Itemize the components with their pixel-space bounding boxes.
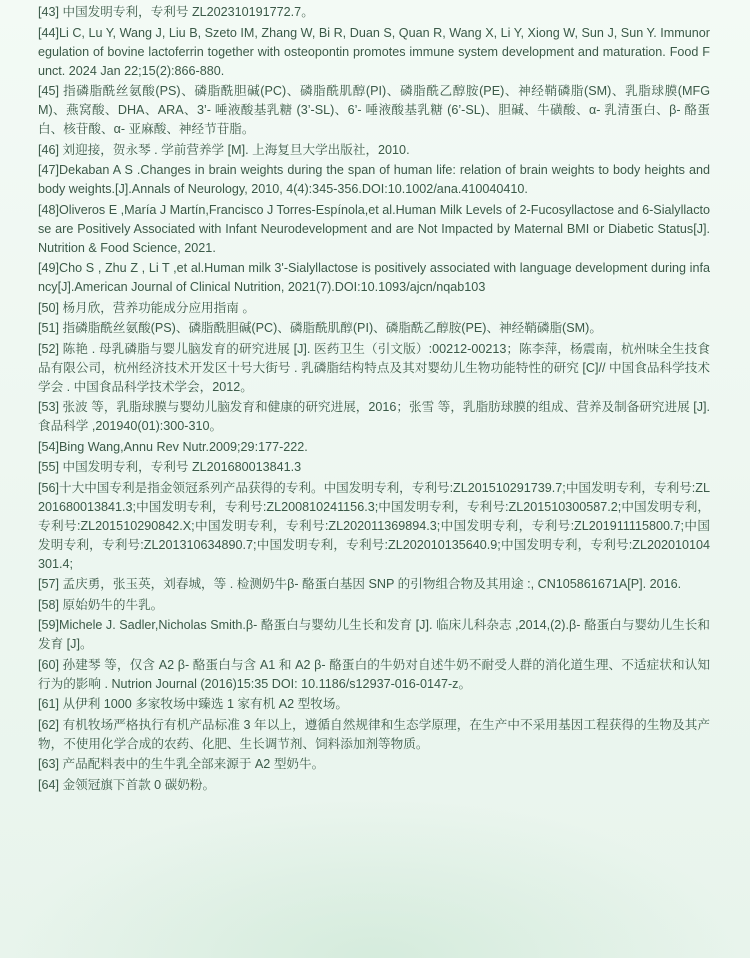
reference-51: [51] 指磷脂酰丝氨酸(PS)、磷脂酰胆碱(PC)、磷脂酰肌醇(PI)、磷脂酰乙醇胺(PE)、神经鞘磷脂(SM)。	[38, 321, 602, 335]
background-glow	[0, 798, 750, 958]
reference-61: [61] 从伊利 1000 多家牧场中臻选 1 家有机 A2 型牧场。	[38, 697, 349, 711]
reference-44: [44]Li C, Lu Y, Wang J, Liu B, Szeto IM, Zhang W, Bi R, Duan S, Quan R, Wang X, Li Y, Xiong W, Sun J, Sun Y. Immunoregulation of bovine lactoferrin together with osteopontin promotes immune system development and maturation. Food Funct. 2024 Jan 22;15(2):866-880.	[38, 25, 710, 78]
reference-46: [46] 刘迎接，贺永琴 . 学前营养学 [M]. 上海复旦大学出版社，2010.	[38, 142, 410, 157]
reference-63: [63] 产品配料表中的生牛乳全部来源于 A2 型奶牛。	[38, 757, 325, 771]
reference-45: [45] 指磷脂酰丝氨酸(PS)、磷脂酰胆碱(PC)、磷脂酰肌醇(PI)、磷脂酰乙醇胺(PE)、神经鞘磷脂(SM)、乳脂球膜(MFGM)、燕窝酸、DHA、ARA、3’- 唾液酸基乳糖 (3’-SL)、6’- 唾液酸基乳糖 (6’-SL)、胆碱、牛磺酸、α- 乳清蛋白、β- 酪蛋白、核苷酸、α- 亚麻酸、神经节苷脂。	[38, 84, 710, 136]
reference-53: [53] 张波 等，乳脂球膜与婴幼儿脑发育和健康的研究进展，2016；张雪 等，乳脂肪球膜的组成、营养及制备研究进展 [J]. 食品科学 ,201940(01):300-310。	[38, 400, 710, 433]
reference-43: [43] 中国发明专利，专利号 ZL202310191772.7。	[38, 5, 314, 19]
reference-60: [60] 孙建琴 等，仅含 A2 β- 酪蛋白与含 A1 和 A2 β- 酪蛋白的牛奶对自述牛奶不耐受人群的消化道生理、不适症状和认知行为的影响 . Nutrion Journal (2016)15:35 DOI: 10.1186/s12937-016-0147-z。	[38, 657, 710, 691]
reference-64: [64] 金领冠旗下首款 0 碳奶粉。	[38, 777, 216, 792]
reference-62: [62] 有机牧场严格执行有机产品标准 3 年以上，遵循自然规律和生态学原理，在生产中不采用基因工程获得的生物及其产物，不使用化学合成的农药、化肥、生长调节剂、饲料添加剂等物质。	[38, 717, 710, 751]
reference-56: [56]十大中国专利是指金领冠系列产品获得的专利。中国发明专利，专利号:ZL201510291739.7;中国发明专利，专利号:ZL201680013841.3;中国发明专利，专利号:ZL200810241156.3;中国发明专利，专利号:ZL201510300587.2;中国发明专利，专利号:ZL201510290842.X;中国发明专利，专利号:ZL202011369894.3;中国发明专利，专利号:ZL201911115800.7;中国发明专利，专利号:ZL201310634890.7;中国发明专利，专利号:ZL202010135640.9;中国发明专利，专利号:ZL202010104301.4;	[38, 480, 710, 571]
reference-58: [58] 原始奶牛的牛乳。	[38, 597, 164, 612]
reference-48: [48]Oliveros E ,María J Martín,Francisco J Torres-Espínola,et al.Human Milk Levels of 2-Fucosyllactose and 6-Sialyllactose are Positively Associated with Infant Neurodevelopment and are Not Impacted by Maternal BMI or Diabetic Status[J].Nutrition & Food Science, 2021.	[38, 202, 710, 255]
reference-49: [49]Cho S , Zhu Z , Li T ,et al.Human milk 3'-Sialyllactose is positively associated with language development during infancy[J].American Journal of Clinical Nutrition, 2021(7).DOI:10.1093/ajcn/nqab103	[38, 261, 710, 294]
reference-54: [54]Bing Wang,Annu Rev Nutr.2009;29:177-222.	[38, 439, 308, 454]
reference-50: [50] 杨月欣，营养功能成分应用指南 。	[38, 300, 255, 315]
reference-list	[38, 3, 710, 795]
reference-47: [47]Dekaban A S .Changes in brain weights during the span of human life: relation of brain weights to body heights and body weights.[J].Annals of Neurology, 2010, 4(4):345-356.DOI:10.1002/ana.410040410.	[38, 163, 710, 196]
reference-57: [57] 孟庆勇，张玉英，刘春城，等 . 检测奶牛β- 酪蛋白基因 SNP 的引物组合物及其用途 :, CN105861671A[P]. 2016.	[38, 577, 682, 591]
reference-55: [55] 中国发明专利，专利号 ZL201680013841.3	[38, 460, 302, 474]
reference-59: [59]Michele J. Sadler,Nicholas Smith.β- 酪蛋白与婴幼儿生长和发育 [J]. 临床儿科杂志 ,2014,(2).β- 酪蛋白与婴幼儿生长和发育 [J]。	[38, 618, 710, 651]
reference-52: [52] 陈艳 . 母乳磷脂与婴儿脑发育的研究进展 [J]. 医药卫生（引文版）:00212-00213；陈李萍，杨震南，杭州味全生技食品有限公司，杭州经济技术开发区十号大街号 . 乳磷脂结构特点及其对婴幼儿生物功能特性的研究 [C]// 中国食品科学技术学会 . 中国食品科学技术学会，2012。	[38, 341, 710, 394]
